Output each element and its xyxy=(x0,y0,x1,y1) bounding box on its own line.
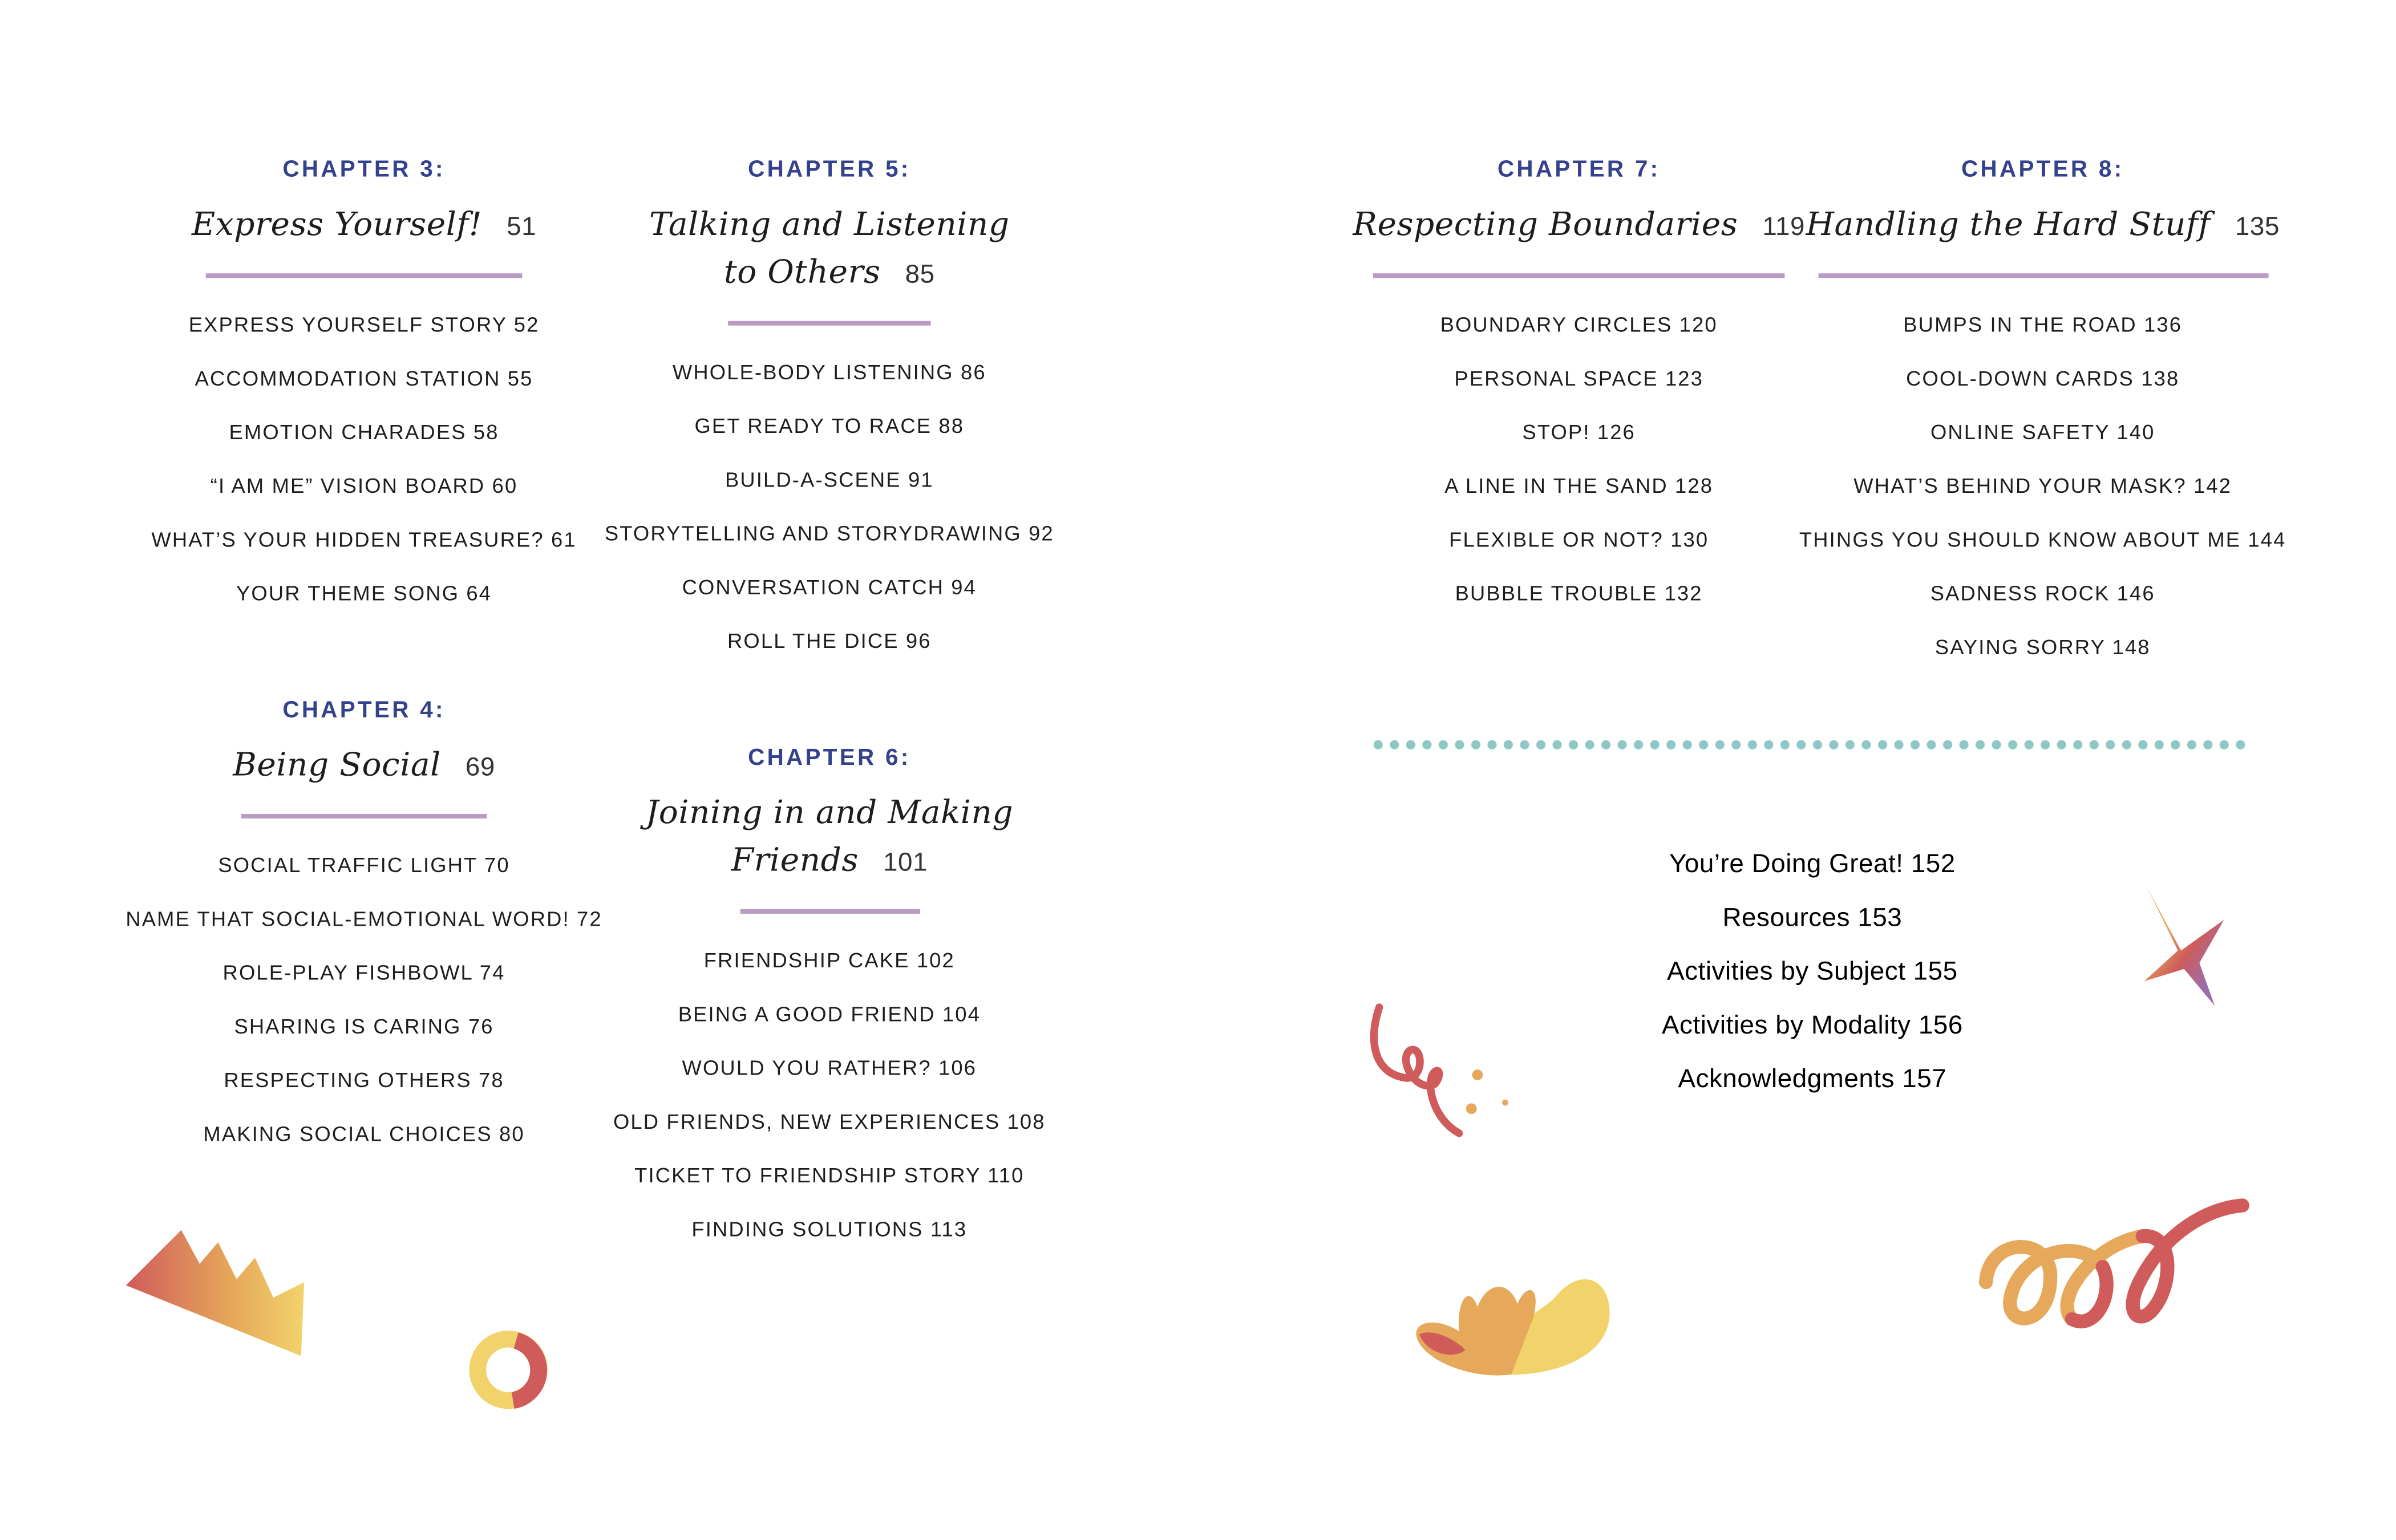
chapter-title-line: Handling the Hard Stuff xyxy=(1806,205,2211,242)
back-matter-item[interactable]: You’re Doing Great! 152 xyxy=(1669,849,1956,878)
chapter-title-line: Friends xyxy=(731,841,859,878)
back-matter-list xyxy=(1475,837,2151,1105)
activity-item[interactable]: PERSONAL SPACE 123 xyxy=(1454,366,1704,390)
chapter-label: CHAPTER 7: xyxy=(1497,156,1661,183)
chapter-rule xyxy=(739,909,919,914)
activity-list xyxy=(492,933,1168,1255)
activity-list xyxy=(1705,297,2381,674)
dotted-divider xyxy=(1370,739,2252,751)
activity-item[interactable]: WHOLE-BODY LISTENING 86 xyxy=(672,360,986,383)
activity-item[interactable]: MAKING SOCIAL CHOICES 80 xyxy=(203,1121,525,1145)
chapter-page-number: 135 xyxy=(2235,211,2280,241)
chapter-rule xyxy=(241,814,487,818)
activity-item[interactable]: NAME THAT SOCIAL-EMOTIONAL WORD! 72 xyxy=(126,906,602,930)
back-matter-item[interactable]: Resources 153 xyxy=(1722,903,1903,933)
activity-item[interactable]: WHAT’S BEHIND YOUR MASK? 142 xyxy=(1853,473,2232,497)
activity-item[interactable]: RESPECTING OTHERS 78 xyxy=(224,1068,504,1091)
back-matter-item[interactable]: Activities by Modality 156 xyxy=(1661,1010,1963,1040)
chapter-page-number: 85 xyxy=(905,258,935,288)
leaf-blob-decoration xyxy=(1410,1267,1617,1382)
ring-decoration xyxy=(461,1324,556,1416)
chapter-rule xyxy=(1818,273,2268,278)
activity-list xyxy=(492,345,1168,667)
back-matter-item[interactable]: Acknowledgments 157 xyxy=(1678,1064,1947,1093)
activity-item[interactable]: COOL-DOWN CARDS 138 xyxy=(1906,366,2180,390)
activity-item[interactable]: SADNESS ROCK 146 xyxy=(1930,581,2155,605)
coil-decoration xyxy=(1974,1190,2258,1344)
chapter-title-line: Being Social xyxy=(233,745,441,783)
chapter-title-line: Talking and Listening xyxy=(649,205,1010,242)
activity-item[interactable]: ROLL THE DICE 96 xyxy=(727,629,932,652)
chapter-title[interactable] xyxy=(1705,200,2381,249)
chapter-page-number: 101 xyxy=(883,846,928,876)
activity-item[interactable]: BUILD-A-SCENE 91 xyxy=(725,467,934,491)
chapter-page-number: 69 xyxy=(465,751,495,781)
chapter-block xyxy=(492,155,1168,667)
chapter-title-line: Express Yourself! xyxy=(191,205,483,242)
squiggle-decoration xyxy=(1364,998,1517,1144)
chapter-label: CHAPTER 6: xyxy=(748,744,911,771)
activity-item[interactable]: YOUR THEME SONG 64 xyxy=(236,581,492,605)
chapter-title-line: Joining in and Making xyxy=(645,793,1014,830)
activity-item[interactable]: STOP! 126 xyxy=(1522,420,1636,443)
activity-item[interactable]: THINGS YOU SHOULD KNOW ABOUT ME 144 xyxy=(1799,527,2286,551)
activity-item[interactable]: FLEXIBLE OR NOT? 130 xyxy=(1449,527,1709,551)
activity-item[interactable]: BUBBLE TROUBLE 132 xyxy=(1455,581,1703,605)
chapter-label: CHAPTER 4: xyxy=(282,697,446,724)
activity-item[interactable]: ONLINE SAFETY 140 xyxy=(1930,420,2155,443)
activity-item[interactable]: SHARING IS CARING 76 xyxy=(234,1014,494,1038)
chapter-label: CHAPTER 8: xyxy=(1961,156,2124,183)
activity-item[interactable]: SOCIAL TRAFFIC LIGHT 70 xyxy=(218,853,510,876)
chapter-block xyxy=(1705,155,2381,674)
chapter-page-number: 51 xyxy=(507,211,537,241)
chapter-title[interactable] xyxy=(492,788,1168,885)
crown-decoration xyxy=(120,1221,319,1367)
activity-item[interactable]: GET READY TO RACE 88 xyxy=(694,414,965,437)
chapter-title[interactable] xyxy=(492,200,1168,297)
chapter-rule xyxy=(206,273,523,278)
activity-item[interactable]: FINDING SOLUTIONS 113 xyxy=(691,1217,968,1241)
activity-item[interactable]: SAYING SORRY 148 xyxy=(1934,635,2151,658)
activity-item[interactable]: WOULD YOU RATHER? 106 xyxy=(682,1055,977,1079)
chapter-label: CHAPTER 3: xyxy=(282,156,446,183)
activity-item[interactable]: BUMPS IN THE ROAD 136 xyxy=(1903,312,2183,336)
chapter-title-line: Respecting Boundaries xyxy=(1353,205,1738,242)
chapter-rule xyxy=(728,321,930,326)
chapter-title-line: to Others xyxy=(723,252,881,290)
chapter-page-number: 119 xyxy=(1762,211,1805,241)
chapter-label: CHAPTER 5: xyxy=(748,156,911,183)
activity-item[interactable]: BOUNDARY CIRCLES 120 xyxy=(1440,312,1718,336)
activity-item[interactable]: TICKET TO FRIENDSHIP STORY 110 xyxy=(634,1163,1025,1186)
activity-item[interactable]: FRIENDSHIP CAKE 102 xyxy=(703,948,955,971)
activity-item[interactable]: ACCOMMODATION STATION 55 xyxy=(195,366,533,390)
activity-item[interactable]: “I AM ME” VISION BOARD 60 xyxy=(210,473,518,497)
activity-item[interactable]: BEING A GOOD FRIEND 104 xyxy=(678,1002,981,1026)
activity-item[interactable]: CONVERSATION CATCH 94 xyxy=(682,575,977,598)
activity-item[interactable]: WHAT’S YOUR HIDDEN TREASURE? 61 xyxy=(151,527,577,551)
activity-item[interactable]: EMOTION CHARADES 58 xyxy=(229,420,499,443)
activity-item[interactable]: OLD FRIENDS, NEW EXPERIENCES 108 xyxy=(613,1109,1046,1133)
activity-item[interactable]: STORYTELLING AND STORYDRAWING 92 xyxy=(604,521,1054,545)
chapter-block xyxy=(492,743,1168,1255)
activity-item[interactable]: A LINE IN THE SAND 128 xyxy=(1444,473,1714,497)
activity-item[interactable]: EXPRESS YOURSELF STORY 52 xyxy=(188,312,540,336)
back-matter-item[interactable]: Activities by Subject 155 xyxy=(1667,957,1958,986)
star-decoration xyxy=(2138,883,2231,1014)
activity-item[interactable]: ROLE-PLAY FISHBOWL 74 xyxy=(222,961,505,984)
